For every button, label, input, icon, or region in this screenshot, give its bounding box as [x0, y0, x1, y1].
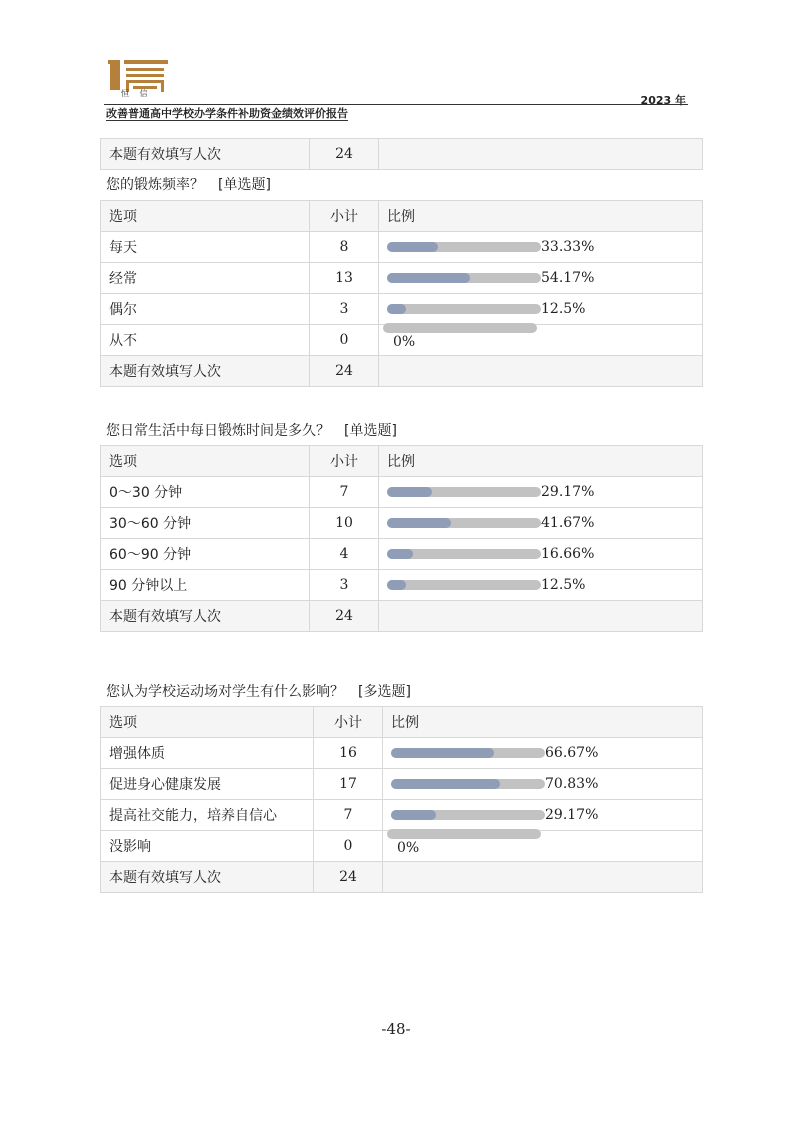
table-row: [101, 570, 703, 601]
table-row: [101, 800, 703, 831]
table-row: [101, 508, 703, 539]
total-row: [101, 601, 703, 632]
question-type: [多选题]: [358, 684, 411, 700]
option-count: 3: [310, 570, 379, 601]
progress-bar: [387, 518, 541, 528]
option-count: 16: [314, 738, 383, 769]
progress-bar: [383, 323, 537, 333]
option-label: 经常: [101, 263, 310, 294]
table-row: [101, 738, 703, 769]
option-percent: 41.67%: [541, 515, 595, 531]
progress-bar: [387, 487, 541, 497]
option-count: 4: [310, 539, 379, 570]
question-text: 您的锻炼频率？: [106, 177, 204, 193]
previous-question-total-table: [100, 138, 703, 170]
header-count: 小计: [310, 201, 379, 232]
header-ratio: 比例: [379, 201, 703, 232]
progress-bar: [387, 304, 541, 314]
question-2-title: [106, 420, 397, 440]
option-label: 没影响: [101, 831, 314, 862]
progress-bar: [387, 273, 541, 283]
option-label: 提高社交能力，培养自信心: [101, 800, 314, 831]
progress-fill: [391, 810, 436, 820]
progress-fill: [387, 273, 470, 283]
table-row: [101, 539, 703, 570]
option-count: 13: [310, 263, 379, 294]
progress-bar: [387, 242, 541, 252]
page-number: -48-: [381, 1020, 411, 1038]
table-row: [101, 477, 703, 508]
option-label: 每天: [101, 232, 310, 263]
report-title: 改善普通高中学校办学条件补助资金绩效评价报告: [106, 107, 348, 120]
question-1-title: [106, 174, 271, 194]
total-row: [101, 356, 703, 387]
option-label: 90 分钟以上: [101, 570, 310, 601]
total-label: 本题有效填写人次: [101, 356, 310, 387]
option-label: 增强体质: [101, 738, 314, 769]
option-label: 偶尔: [101, 294, 310, 325]
progress-bar: [391, 810, 545, 820]
option-percent: 0%: [397, 840, 420, 856]
option-label: 促进身心健康发展: [101, 769, 314, 800]
option-percent: 29.17%: [545, 807, 599, 823]
option-label: 0～30 分钟: [101, 477, 310, 508]
table-row: [101, 232, 703, 263]
progress-fill: [387, 304, 406, 314]
header-option: 选项: [101, 446, 310, 477]
option-count: 0: [310, 325, 379, 356]
progress-bar: [387, 829, 541, 839]
logo-text: 恒 信: [121, 89, 152, 98]
table-row: [101, 769, 703, 800]
table-row: [101, 325, 703, 356]
option-count: 7: [314, 800, 383, 831]
header-option: 选项: [101, 707, 314, 738]
header-ratio: 比例: [379, 446, 703, 477]
option-percent: 29.17%: [541, 484, 595, 500]
option-label: 从不: [101, 325, 310, 356]
option-percent: 33.33%: [541, 239, 595, 255]
option-count: 0: [314, 831, 383, 862]
question-text: 您日常生活中每日锻炼时间是多久？: [106, 423, 330, 439]
table-header-row: [101, 446, 703, 477]
total-count: 24: [314, 862, 383, 893]
progress-bar: [387, 549, 541, 559]
progress-fill: [391, 748, 494, 758]
question-type: [单选题]: [218, 177, 271, 193]
option-percent: 66.67%: [545, 745, 599, 761]
table-row: [101, 263, 703, 294]
header-count: 小计: [310, 446, 379, 477]
option-label: 30～60 分钟: [101, 508, 310, 539]
option-percent: 12.5%: [541, 301, 586, 317]
table-row: [101, 831, 703, 862]
progress-bar: [391, 748, 545, 758]
option-count: 7: [310, 477, 379, 508]
question-3-title: [106, 681, 411, 701]
progress-fill: [391, 779, 500, 789]
table-header-row: [101, 707, 703, 738]
total-label: 本题有效填写人次: [101, 139, 310, 170]
option-percent: 16.66%: [541, 546, 595, 562]
option-percent: 12.5%: [541, 577, 586, 593]
progress-bar: [391, 779, 545, 789]
header-year: 2023 年: [640, 94, 686, 107]
progress-fill: [387, 580, 406, 590]
progress-fill: [387, 518, 451, 528]
total-row: [101, 862, 703, 893]
option-label: 60～90 分钟: [101, 539, 310, 570]
question-text: 您认为学校运动场对学生有什么影响？: [106, 684, 344, 700]
total-count: 24: [310, 139, 379, 170]
question-3-table: [100, 706, 703, 893]
option-percent: 70.83%: [545, 776, 599, 792]
option-count: 8: [310, 232, 379, 263]
option-percent: 0%: [393, 334, 416, 350]
question-2-table: [100, 445, 703, 632]
progress-fill: [387, 242, 438, 252]
question-1-table: [100, 200, 703, 387]
total-label: 本题有效填写人次: [101, 601, 310, 632]
option-count: 10: [310, 508, 379, 539]
header-divider: [104, 104, 688, 105]
question-type: [单选题]: [344, 423, 397, 439]
header-count: 小计: [314, 707, 383, 738]
total-count: 24: [310, 356, 379, 387]
table-row: [101, 294, 703, 325]
option-count: 17: [314, 769, 383, 800]
total-count: 24: [310, 601, 379, 632]
option-count: 3: [310, 294, 379, 325]
progress-fill: [387, 549, 413, 559]
table-header-row: [101, 201, 703, 232]
progress-bar: [387, 580, 541, 590]
total-row: [101, 139, 703, 170]
header-ratio: 比例: [383, 707, 703, 738]
progress-fill: [387, 487, 432, 497]
total-label: 本题有效填写人次: [101, 862, 314, 893]
option-percent: 54.17%: [541, 270, 595, 286]
header-option: 选项: [101, 201, 310, 232]
